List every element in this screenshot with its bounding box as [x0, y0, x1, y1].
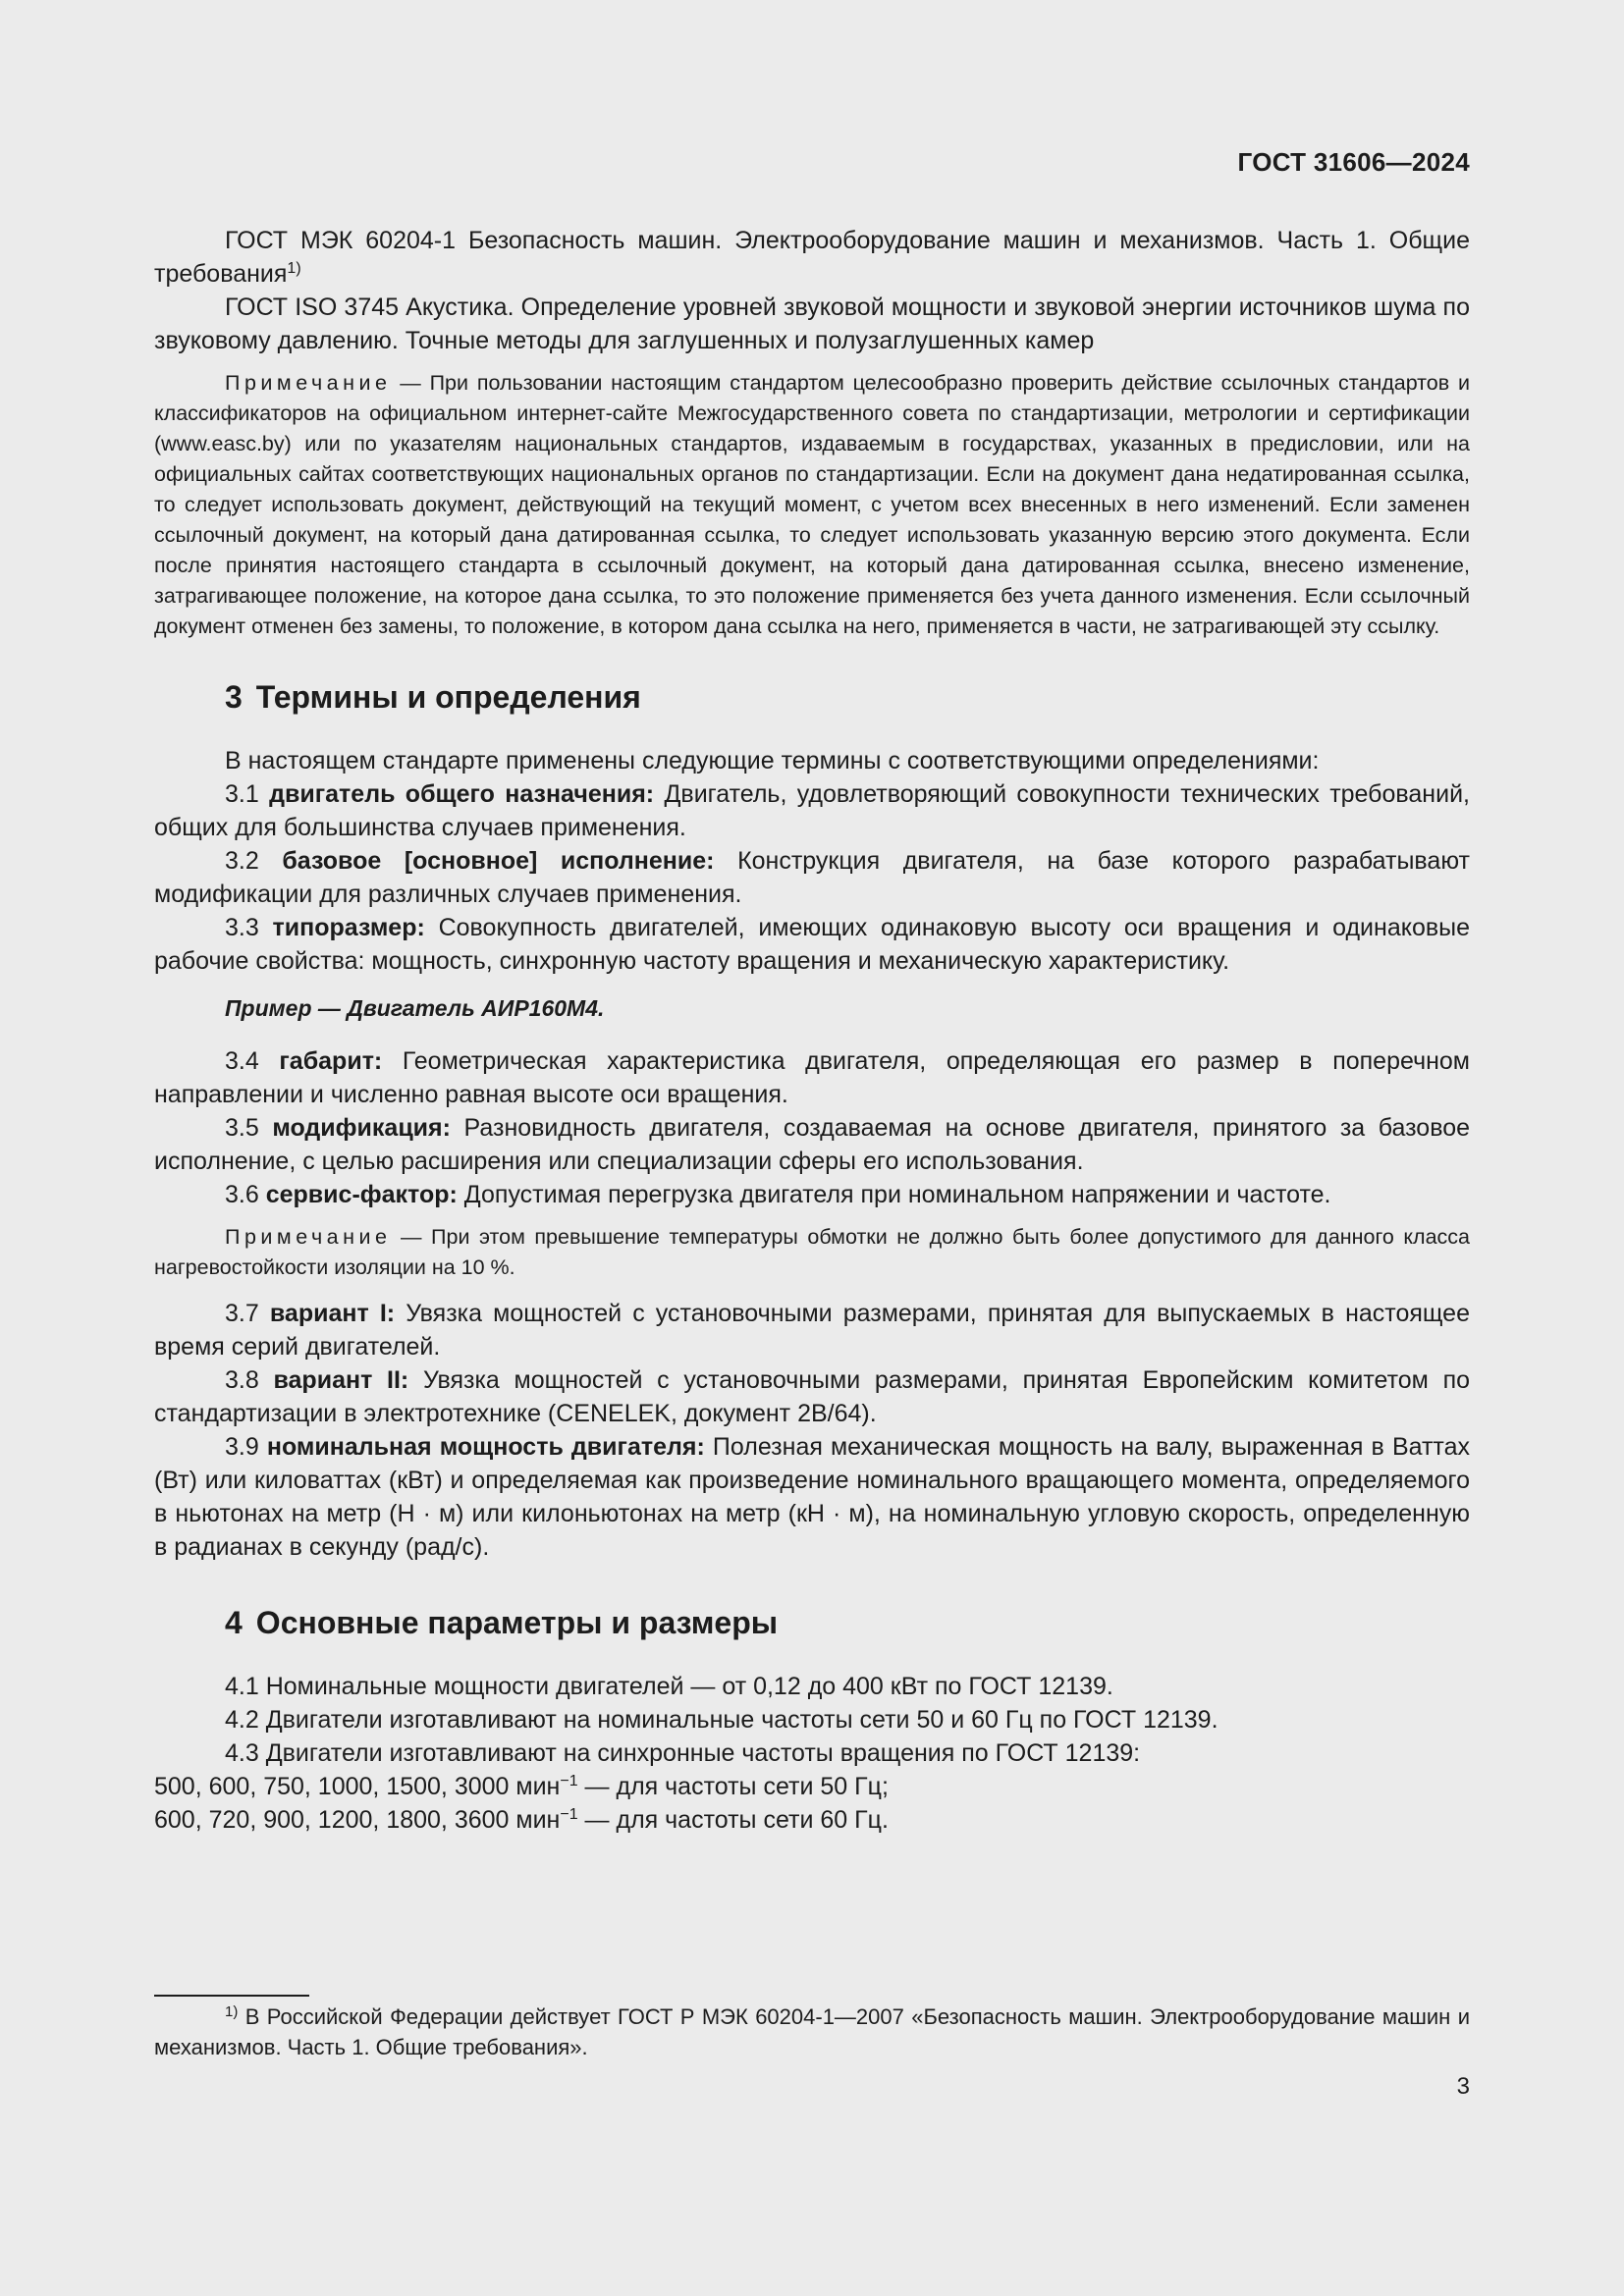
term-text: Разновидность двигателя, создаваемая на основе двигателя, принятого за базовое исполнение, с целью расширения или специализации сферы его использования.	[154, 1114, 1471, 1175]
term-name: вариант I:	[269, 1300, 396, 1327]
term-text: Увязка мощностей с установочными размерами, принятая для выпускаемых в настоящее время серий двигателей.	[154, 1300, 1470, 1361]
term-name: базовое [основное] исполнение:	[282, 847, 715, 875]
term-definition: 3.2 базовое [основное] исполнение: Конструкция двигателя, на базе которого разрабатывают модификации для различных случаев применения.	[154, 847, 1470, 908]
term-text: Геометрическая характеристика двигателя, определяющая его размер в поперечном направлении и численно равная высоте оси вращения.	[154, 1047, 1470, 1108]
page-content	[154, 224, 1470, 1837]
term-definition: 3.1 двигатель общего назначения: Двигатель, удовлетворяющий совокупности технических требований, общих для большинства случаев применения.	[154, 780, 1470, 841]
term-definition: 3.6 сервис-фактор: Допустимая перегрузка двигателя при номинальном напряжении и частоте.	[225, 1181, 1331, 1208]
list-item: 4.1 Номинальные мощности двигателей — от 0,12 до 400 кВт по ГОСТ 12139.	[225, 1673, 1113, 1700]
term-name: сервис-фактор:	[265, 1181, 458, 1208]
term-text: Допустимая перегрузка двигателя при номинальном напряжении и частоте.	[463, 1181, 1331, 1208]
term-text: Совокупность двигателей, имеющих одинаковую высоту оси вращения и одинаковые рабочие свойства: мощность, синхронную частоту вращения и механическую характеристику.	[154, 914, 1470, 975]
example-text: Пример — Двигатель АИР160М4.	[225, 995, 605, 1021]
term-text: Полезная механическая мощность на валу, выраженная в Ваттах (Вт) или киловаттах (кВт) и определяемая как произведение номинального вращающего момента, определяемого в ньютонах на метр (Н · м) или килоньютонах на метр (кН · м), на номинальную угловую скорость, определенную в радианах в секунду (рад/с).	[154, 1433, 1470, 1561]
page-number: 3	[1456, 2073, 1470, 2100]
term-name: номинальная мощность двигателя:	[266, 1433, 705, 1461]
footnote-marker: 1)	[287, 260, 301, 277]
footnote-divider	[154, 1995, 309, 1997]
term-definition: 3.4 габарит: Геометрическая характеристика двигателя, определяющая его размер в поперечном направлении и численно равная высоте оси вращения.	[154, 1047, 1470, 1108]
term-text: Увязка мощностей с установочными размерами, принятая Европейским комитетом по стандартизации в электротехнике (CENELEK, документ 2В/64).	[154, 1366, 1471, 1427]
footnote-marker: 1)	[225, 2003, 239, 2020]
note-label: Примечание	[225, 371, 392, 395]
note-paragraph	[154, 368, 1470, 642]
reference-item	[154, 224, 1470, 291]
reference-item	[154, 291, 1470, 357]
term-text: Двигатель, удовлетворяющий совокупности технических требований, общих для большинства случаев применения.	[154, 780, 1470, 841]
section-heading	[225, 1603, 1470, 1642]
footnote-text: В Российской Федерации действует ГОСТ Р МЭК 60204-1—2007 «Безопасность машин. Электрооборудование машин и механизмов. Часть 1. Общие требования».	[154, 2004, 1470, 2059]
list-item: 4.3 Двигатели изготавливают на синхронные частоты вращения по ГОСТ 12139:	[225, 1739, 1141, 1767]
term-name: типоразмер:	[272, 914, 425, 941]
footnote	[154, 2002, 1470, 2062]
note-text: — При пользовании настоящим стандартом целесообразно проверить действие ссылочных стандартов и классификаторов на официальном интернет-сайте Межгосударственного совета по стандартизации, метрологии и сертификации (www.easc.by) или по указателям национальных стандартов, издаваемым в государствах, указанных в предисловии, или на официальных сайтах соответствующих национальных органов по стандартизации. Если на документ дана недатированная ссылка, то следует использовать документ, действующий на текущий момент, с учетом всех внесенных в него изменений. Если заменен ссылочный документ, на который дана датированная ссылка, то следует использовать указанную версию этого документа. Если после принятия настоящего стандарта в ссылочный документ, на который дана датированная ссылка, внесено изменение, затрагивающее положение, на которое дана ссылка, то это положение применяется без учета данного изменения. Если ссылочный документ отменен без замены, то положение, в котором дана ссылка на него, применяется в части, не затрагивающей эту ссылку.	[154, 371, 1470, 638]
section-title: Основные параметры и размеры	[255, 1605, 779, 1640]
term-text: Конструкция двигателя, на базе которого разрабатывают модификации для различных случаев применения.	[154, 847, 1470, 908]
term-name: вариант II:	[273, 1366, 409, 1394]
term-name: модификация:	[272, 1114, 451, 1142]
note-label: Примечание	[225, 1225, 392, 1249]
frequency-line: 500, 600, 750, 1000, 1500, 3000 мин$^{-1}$ — для частоты сети 50 Гц;	[154, 1773, 889, 1800]
section-number: 3	[225, 679, 243, 715]
document-code: ГОСТ 31606—2024	[1237, 147, 1470, 177]
list-item: 4.2 Двигатели изготавливают на номинальные частоты сети 50 и 60 Гц по ГОСТ 12139.	[225, 1706, 1218, 1734]
frequency-line: 600, 720, 900, 1200, 1800, 3600 мин$^{-1}$ — для частоты сети 60 Гц.	[154, 1806, 889, 1834]
term-name: двигатель общего назначения:	[269, 780, 655, 808]
section-number: 4	[225, 1605, 243, 1640]
section-intro: В настоящем стандарте применены следующие термины с соответствующими определениями:	[225, 747, 1320, 774]
term-definition: 3.5 модификация: Разновидность двигателя, создаваемая на основе двигателя, принятого за базовое исполнение, с целью расширения или специализации сферы его использования.	[154, 1114, 1471, 1175]
section-title: Термины и определения	[255, 679, 641, 715]
note-text: — При этом превышение температуры обмотки не должно быть более допустимого для данного класса нагревостойкости изоляции на 10 %.	[154, 1225, 1470, 1279]
term-definition: 3.8 вариант II: Увязка мощностей с установочными размерами, принятая Европейским комитетом по стандартизации в электротехнике (CENELEK, документ 2В/64).	[154, 1366, 1471, 1427]
note-paragraph	[154, 1222, 1470, 1283]
term-definition: 3.9 номинальная мощность двигателя: Полезная механическая мощность на валу, выраженная в Ваттах (Вт) или киловаттах (кВт) и определяемая как произведение номинального вращающего момента, определяемого в ньютонах на метр (Н · м) или килоньютонах на метр (кН · м), на номинальную угловую скорость, определенную в радианах в секунду (рад/с).	[154, 1433, 1470, 1561]
term-definition: 3.7 вариант I: Увязка мощностей с установочными размерами, принятая для выпускаемых в настоящее время серий двигателей.	[154, 1300, 1470, 1361]
section-heading	[225, 677, 1470, 717]
reference-text: ГОСТ ISO 3745 Акустика. Определение уровней звуковой мощности и звуковой энергии источников шума по звуковому давлению. Точные методы для заглушенных и полузаглушенных камер	[154, 294, 1470, 354]
term-name: габарит:	[279, 1047, 383, 1075]
reference-text: ГОСТ МЭК 60204-1 Безопасность машин. Электрооборудование машин и механизмов. Часть 1. Общие требования	[154, 227, 1470, 288]
term-definition: 3.3 типоразмер: Совокупность двигателей, имеющих одинаковую высоту оси вращения и одинаковые рабочие свойства: мощность, синхронную частоту вращения и механическую характеристику.	[154, 914, 1470, 975]
